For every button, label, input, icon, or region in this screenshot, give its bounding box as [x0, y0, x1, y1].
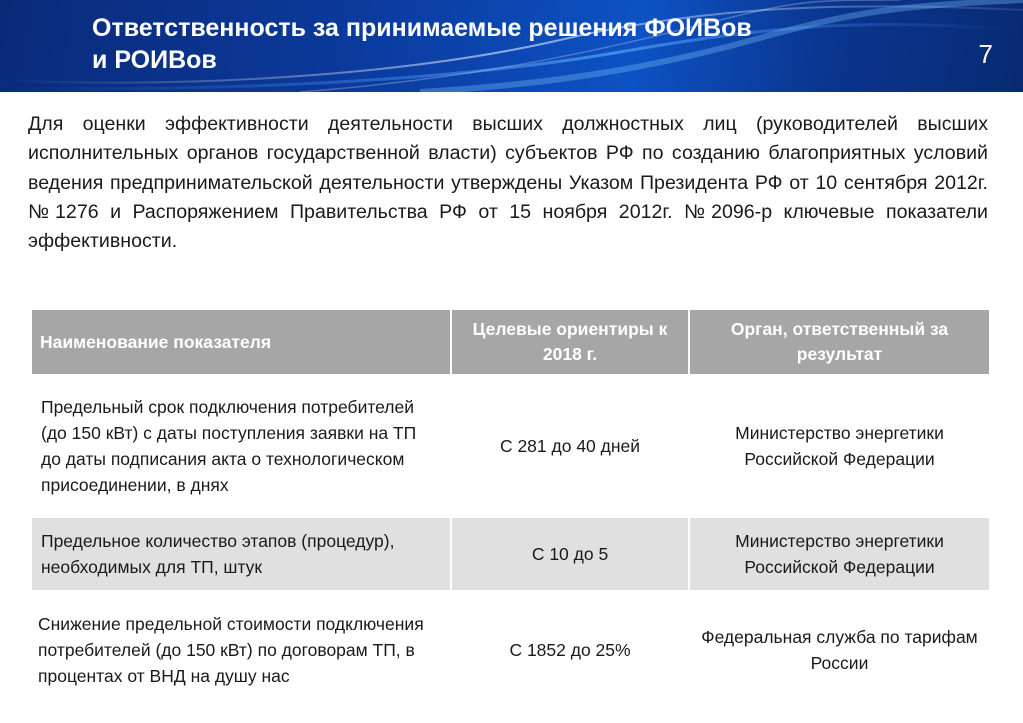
responsible-body-cell: Министерство энергетики Российской Федерации: [689, 375, 990, 517]
header-responsible-body: Орган, ответственный за результат: [689, 309, 990, 375]
table-row: [31, 517, 990, 591]
slide-title-line-2: и РОИВов: [92, 46, 217, 74]
responsible-body-cell: Министерство энергетики Российской Федерации: [689, 517, 990, 591]
header-target: Целевые ориентиры к 2018 г.: [451, 309, 689, 375]
table-row: [31, 375, 990, 517]
indicator-name-cell: Снижение предельной стоимости подключения потребителей (до 150 кВт) по договорам ТП, в процентах от ВНД на душу нас: [31, 591, 451, 709]
indicator-name-cell: Предельный срок подключения потребителей (до 150 кВт) с даты поступления заявки на ТП до даты подписания акта о технологическом присоединении, в днях: [31, 375, 451, 517]
intro-paragraph: Для оценки эффективности деятельности высших должностных лиц (руководителей высших исполнительных органов государственной власти) субъектов РФ по созданию благоприятных условий ведения предпринимательской деятельности утверждены Указом Президента РФ от 10 сентября 2012г. №1276 и Распоряжением Правительства РФ от 15 ноября 2012г. №2096-р ключевые показатели эффективности.: [28, 113, 988, 253]
slide-title-line-1: Ответственность за принимаемые решения ФОИВов: [92, 14, 752, 42]
kpi-table: [30, 308, 991, 710]
table-header-row: [31, 309, 990, 375]
slide-number: 7: [978, 39, 993, 69]
target-cell: С 10 до 5: [451, 517, 689, 591]
indicator-name-cell: Предельное количество этапов (процедур), необходимых для ТП, штук: [31, 517, 451, 591]
target-cell: С 1852 до 25%: [451, 591, 689, 709]
slide-title: [92, 12, 912, 76]
slide-header: [0, 0, 1023, 92]
table-row: [31, 591, 990, 709]
target-cell: С 281 до 40 дней: [451, 375, 689, 517]
responsible-body-cell: Федеральная служба по тарифам России: [689, 591, 990, 709]
header-indicator-name: Наименование показателя: [31, 309, 451, 375]
